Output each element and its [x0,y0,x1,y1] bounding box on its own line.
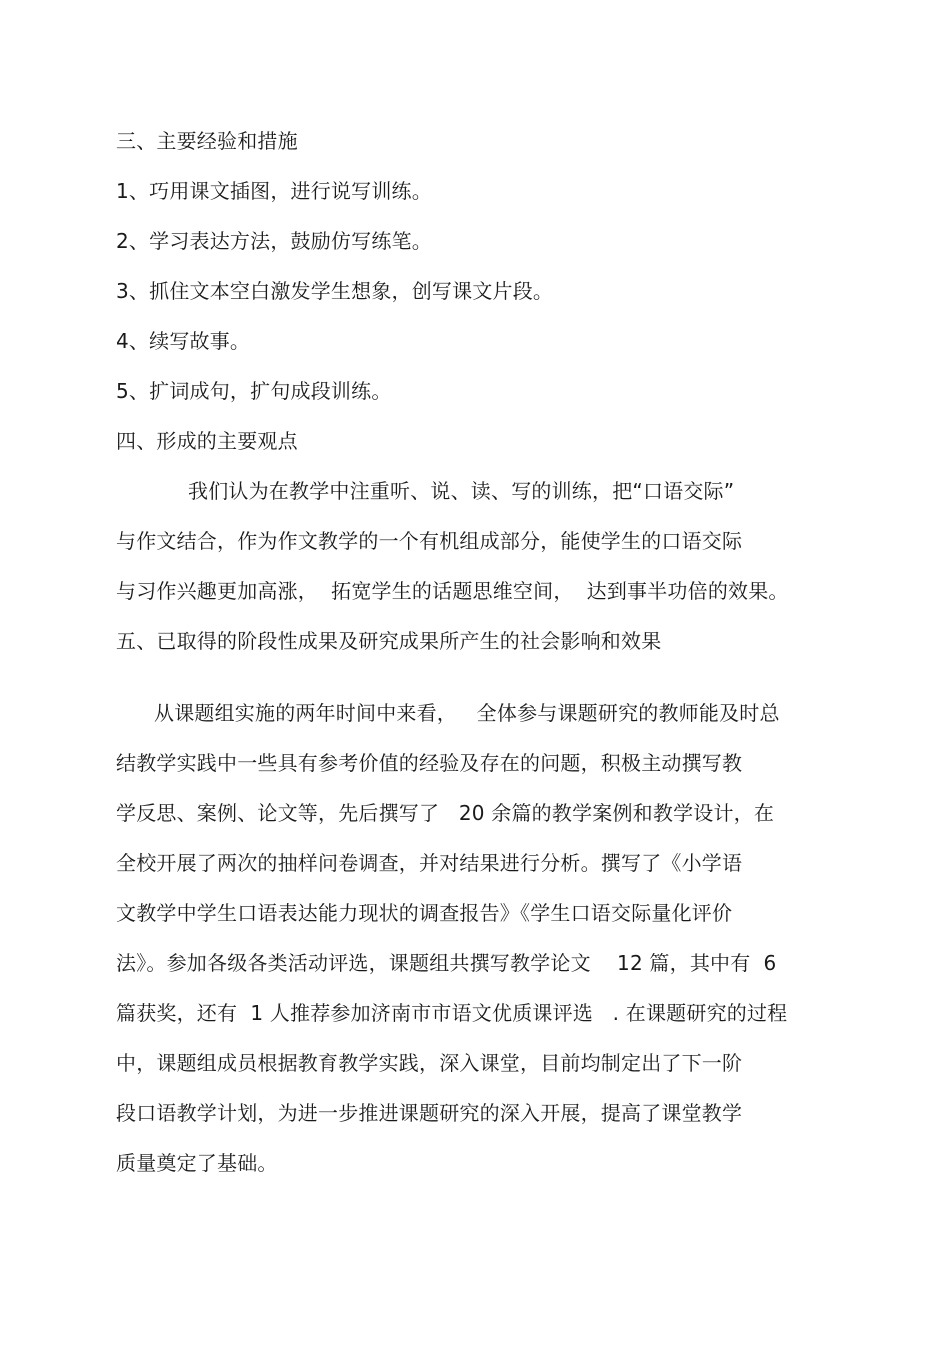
list-item-4: 4、续写故事。 [116,329,251,353]
paragraph-line: 篇获奖，还有 1 人推荐参加济南市市语文优质课评选 . 在课题研究的过程 [116,1001,788,1025]
paragraph-line: 中，课题组成员根据教育教学实践，深入课堂，目前均制定出了下一阶 [116,1051,743,1075]
paragraph-line: 从课题组实施的两年时间中来看， 全体参与课题研究的教师能及时总 [154,701,780,725]
paragraph-line: 质量奠定了基础。 [116,1151,278,1175]
list-item-3: 3、抓住文本空白激发学生想象，创写课文片段。 [116,279,554,303]
list-item-5: 5、扩词成句，扩句成段训练。 [116,379,392,403]
paragraph-line: 与作文结合，作为作文教学的一个有机组成部分，能使学生的口语交际 [116,529,743,553]
section-heading-4: 四、形成的主要观点 [116,429,298,453]
paragraph-line: 法》。参加各级各类活动评选，课题组共撰写教学论文 12 篇，其中有 6 [116,951,777,975]
paragraph-line: 学反思、案例、论文等，先后撰写了 20 余篇的教学案例和教学设计，在 [116,801,775,825]
list-item-2: 2、学习表达方法，鼓励仿写练笔。 [116,229,432,253]
section-heading-5: 五、已取得的阶段性成果及研究成果所产生的社会影响和效果 [116,629,662,653]
section-heading-3: 三、主要经验和措施 [116,129,298,153]
paragraph-line: 段口语教学计划，为进一步推进课题研究的深入开展，提高了课堂教学 [116,1101,743,1125]
paragraph-line: 全校开展了两次的抽样问卷调查，并对结果进行分析。撰写了《小学语 [116,851,743,875]
paragraph-line: 与习作兴趣更加高涨， 拓宽学生的话题思维空间， 达到事半功倍的效果。 [116,579,789,603]
paragraph-line: 文教学中学生口语表达能力现状的调查报告》《学生口语交际量化评价 [116,901,733,925]
list-item-1: 1、巧用课文插图，进行说写训练。 [116,179,432,203]
paragraph-line: 我们认为在教学中注重听、说、读、写的训练，把“口语交际” [188,479,735,503]
paragraph-line: 结教学实践中一些具有参考价值的经验及存在的问题，积极主动撰写教 [116,751,743,775]
